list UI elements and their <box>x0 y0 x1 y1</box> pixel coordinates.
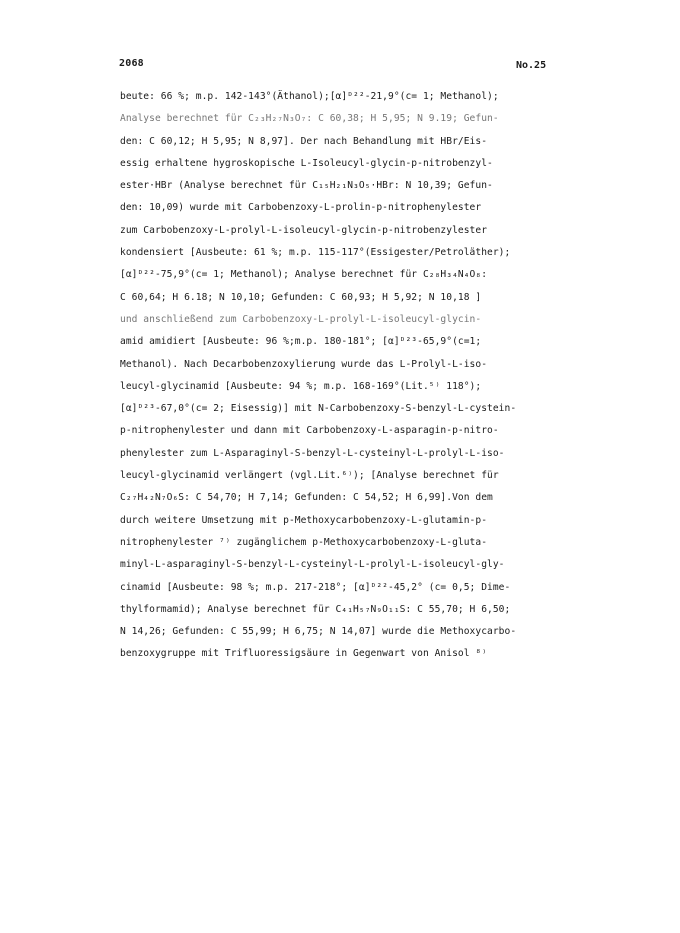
text-line: N 14,26; Gefunden: C 55,99; H 6,75; N 14,07] wurde die Methoxycarbo- <box>120 626 517 638</box>
text-line: und anschließend zum Carbobenzoxy-L-prolyl-L-isoleucyl-glycin- <box>120 313 482 325</box>
text-line: beute: 66 %; m.p. 142-143°(Äthanol);[α]ᴰ²²-21,9°(c= 1; Methanol); <box>120 91 499 102</box>
text-line: amid amidiert [Ausbeute: 96 %;m.p. 180-181°; [α]ᴰ²³-65,9°(c=1; <box>120 336 482 348</box>
body-text <box>120 86 580 666</box>
text-line: Methanol). Nach Decarbobenzoxylierung wurde das L-Prolyl-L-iso- <box>120 358 488 370</box>
text-line: kondensiert [Ausbeute: 61 %; m.p. 115-117°(Essigester/Petroläther); <box>120 247 511 259</box>
text-line: zum Carbobenzoxy-L-prolyl-L-isoleucyl-glycin-p-nitrobenzylester <box>120 224 488 236</box>
text-line: [α]ᴰ²²-75,9°(c= 1; Methanol); Analyse berechnet für C₂₈H₃₄N₄O₈: <box>120 269 488 281</box>
text-line: [α]ᴰ²³-67,0°(c= 2; Eisessig)] mit N-Carbobenzoxy-S-benzyl-L-cystein- <box>120 403 517 415</box>
text-line: ester·HBr (Analyse berechnet für C₁₅H₂₁N₃O₅·HBr: N 10,39; Gefun- <box>120 180 493 192</box>
text-line: C₂₇H₄₂N₇O₆S: C 54,70; H 7,14; Gefunden: C 54,52; H 6,99].Von dem <box>120 492 493 504</box>
journal-issue-number: No.25 <box>516 60 547 71</box>
page-number: 2068 <box>119 58 144 69</box>
text-line: essig erhaltene hygroskopische L-Isoleucyl-glycin-p-nitrobenzyl- <box>120 157 493 169</box>
text-line: den: C 60,12; H 5,95; N 8,97]. Der nach Behandlung mit HBr/Eis- <box>120 135 488 147</box>
text-line: nitrophenylester ⁷⁾ zugänglichem p-Methoxycarbobenzoxy-L-gluta- <box>120 536 488 548</box>
text-line: cinamid [Ausbeute: 98 %; m.p. 217-218°; [α]ᴰ²²-45,2° (c= 0,5; Dime- <box>120 581 511 593</box>
text-line: phenylester zum L-Asparaginyl-S-benzyl-L-cysteinyl-L-prolyl-L-iso- <box>120 447 505 459</box>
text-line: leucyl-glycinamid verlängert (vgl.Lit.⁶⁾); [Analyse berechnet für <box>120 470 499 482</box>
text-line: den: 10,09) wurde mit Carbobenzoxy-L-prolin-p-nitrophenylester <box>120 202 482 214</box>
text-line: minyl-L-asparaginyl-S-benzyl-L-cysteinyl-L-prolyl-L-isoleucyl-gly- <box>120 559 505 571</box>
text-line: benzoxygruppe mit Trifluoressigsäure in Gegenwart von Anisol ⁸⁾ <box>120 648 488 660</box>
text-line: durch weitere Umsetzung mit p-Methoxycarbobenzoxy-L-glutamin-p- <box>120 514 488 526</box>
text-line: p-nitrophenylester und dann mit Carbobenzoxy-L-asparagin-p-nitro- <box>120 425 499 437</box>
text-line: thylformamid); Analyse berechnet für C₄₁H₅₇N₉O₁₁S: C 55,70; H 6,50; <box>120 603 511 615</box>
text-line: Analyse berechnet für C₂₃H₂₇N₃O₇: C 60,38; H 5,95; N 9.19; Gefun- <box>120 113 499 125</box>
text-line: C 60,64; H 6.18; N 10,10; Gefunden: C 60,93; H 5,92; N 10,18 ] <box>120 291 482 303</box>
text-line: leucyl-glycinamid [Ausbeute: 94 %; m.p. 168-169°(Lit.⁵⁾ 118°); <box>120 380 482 392</box>
